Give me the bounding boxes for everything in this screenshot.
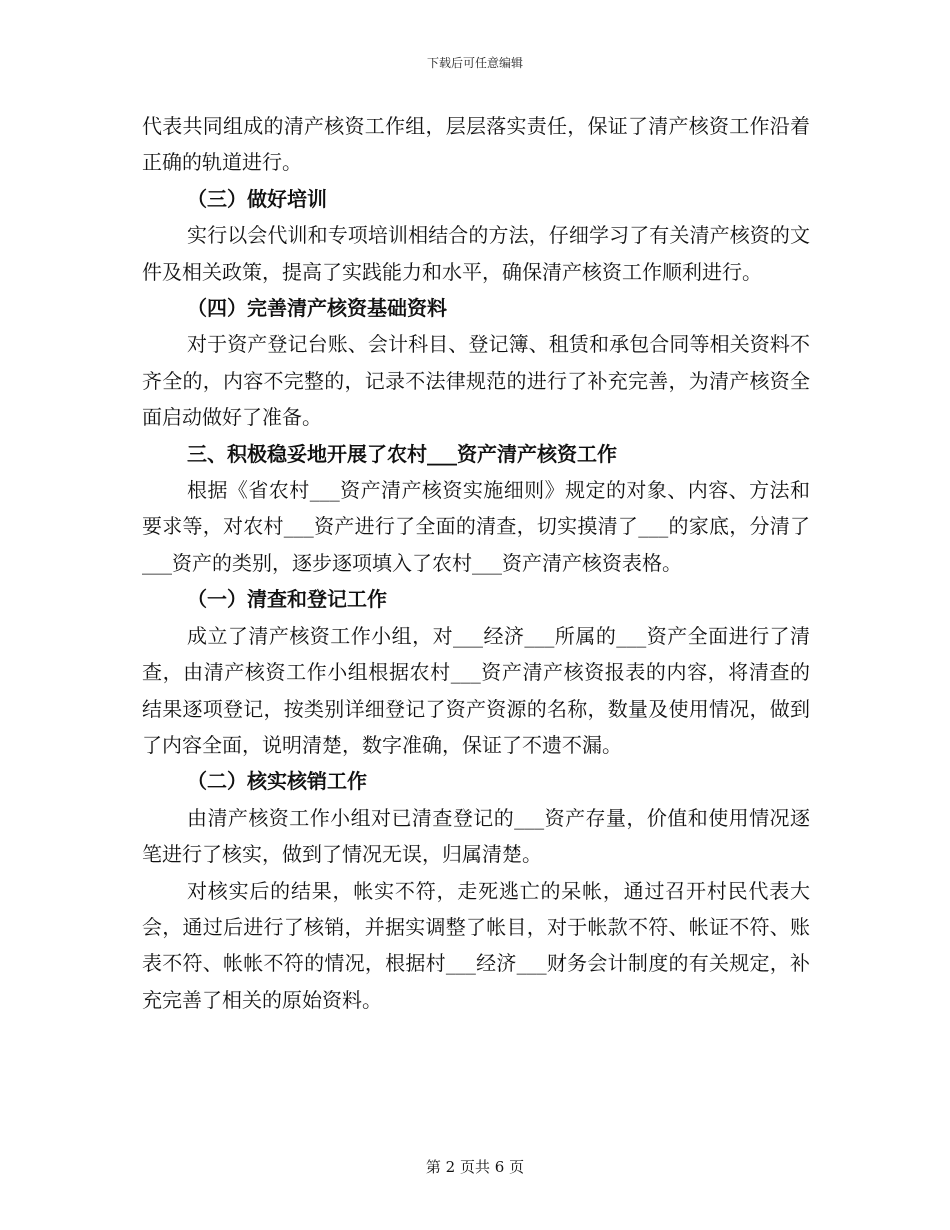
section-heading: 三、积极稳妥地开展了农村___资产清产核资工作 [187,441,617,466]
paragraph: 根据《省农村___资产清产核资实施细则》规定的对象、内容、方法和要求等，对农村___资产进行了全面的清查，切实摸清了___的家底，分清了___资产的类别，逐步逐项填入了农村___资产清产核资表格。 [142,478,810,575]
paragraph: 实行以会代训和专项培训相结合的方法，仔细学习了有关清产核资的文件及相关政策，提高了实践能力和水平，确保清产核资工作顺利进行。 [142,223,810,284]
paragraph: 由清产核资工作小组对已清查登记的___资产存量，价值和使用情况逐笔进行了核实，做到了情况无误，归属清楚。 [142,805,810,867]
page-header: 下载后可任意编辑 [426,56,523,70]
page-number: 第 2 页共 6 页 [425,1158,525,1176]
paragraph: 代表共同组成的清产核资工作组，层层落实责任，保证了清产核资工作沿着正确的轨道进行。 [142,114,810,175]
paragraph: 对于资产登记台账、会计科目、登记簿、租赁和承包合同等相关资料不齐全的，内容不完整的，记录不法律规范的进行了补充完善，为清产核资全面启动做好了准备。 [142,332,810,430]
subsection-heading: （四）完善清产核资基础资料 [187,296,447,321]
paragraph: 成立了清产核资工作小组，对___经济___所属的___资产全面进行了清查，由清产核资工作小组根据农村___资产清产核资报表的内容，将清查的结果逐项登记，按类别详细登记了资产资源的名称，数量及使用情况，做到了内容全面，说明清楚，数字准确，保证了不遗不漏。 [142,623,810,757]
subsection-heading: （二）核实核销工作 [187,769,367,794]
subsection-heading: （三）做好培训 [187,186,327,211]
document-body [142,108,810,1018]
subsection-heading: （一）清查和登记工作 [187,587,387,612]
paragraph: 对核实后的结果，帐实不符，走死逃亡的呆帐，通过召开村民代表大会，通过后进行了核销，并据实调整了帐目，对于帐款不符、帐证不符、账表不符、帐帐不符的情况，根据村___经济___财务会计制度的有关规定，补充完善了相关的原始资料。 [142,878,810,1012]
